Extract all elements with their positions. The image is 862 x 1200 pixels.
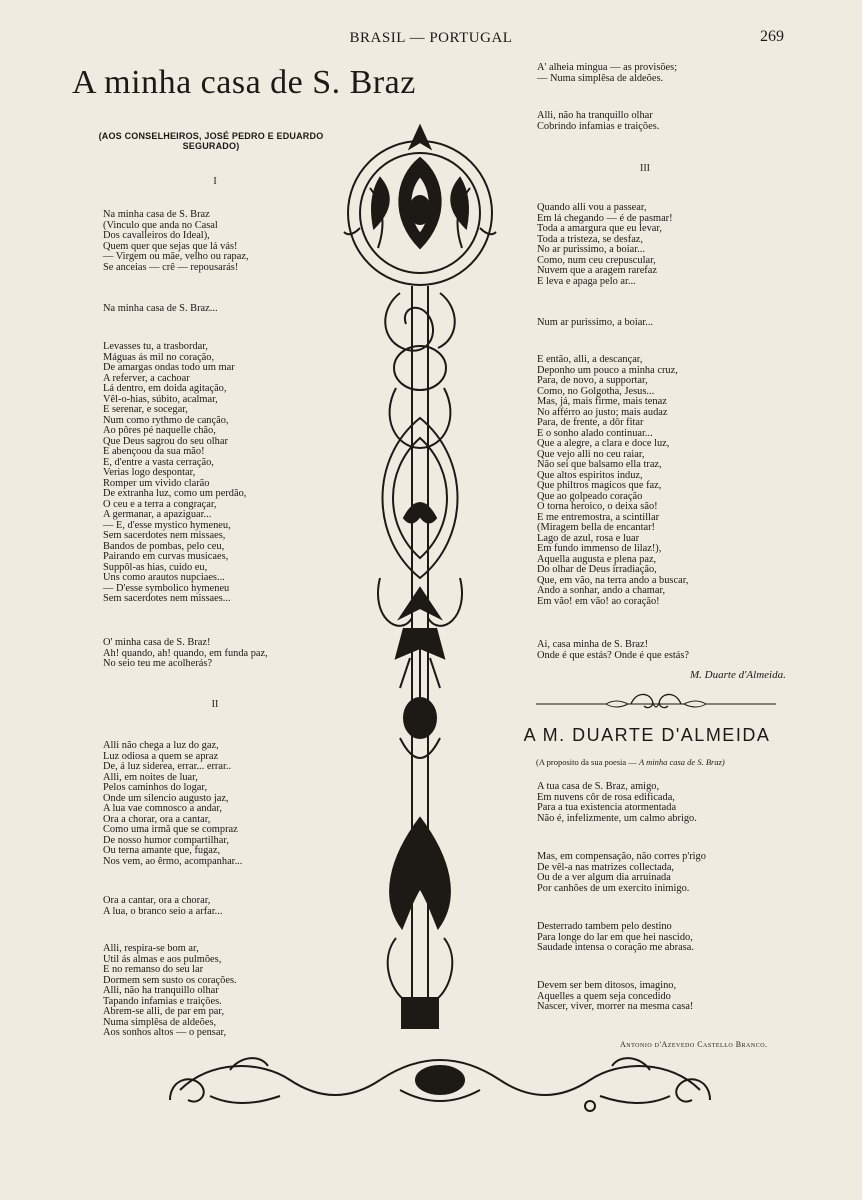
poem-title: A minha casa de S. Braz — [72, 64, 416, 101]
stanza-3: O' minha casa de S. Braz! Ah! quando, ah! quando, em funda paz, No seio teu me acolherás? — [103, 637, 268, 669]
sonnet-stanza-1: A tua casa de S. Braz, amigo, Em nuvens côr de rosa edificada, Para a tua existencia atormentada Não é, infelizmente, um calmo abrigo. — [537, 781, 697, 824]
sonnet-stanza-3: Desterrado tambem pelo destino Para longe do lar em que hei nascido, Saudade intensa o coração me abrasa. — [537, 921, 694, 953]
section-number-1: I — [213, 176, 217, 187]
bottom-scroll-ornament — [150, 1040, 730, 1120]
section-number-3: III — [640, 163, 650, 174]
ornamental-staff-illustration — [340, 118, 500, 1038]
second-poem-subtitle: (A proposito da sua poesia — A minha casa de S. Braz) — [536, 757, 725, 767]
stanza-10: E então, alli, a descançar, Deponho um pouco a minha cruz, Para, de novo, a supportar, Como, no Golgotha, Jesus... Mas, já, mais firme, mais tenaz No afférro ao justo; mais audaz Para, de frente, a dôr fitar E o sonho alado continuar... Que a alegre, a clara e doce luz, Que vejo alli no ceu raiar, Não sei que balsamo ella traz, Que altos espiritos induz, Que philtros magicos que faz, Que ao golpeado coração O torna heroico, o deixa são! E me entremostra, a scintillar (Miragem bella de encantar! Lago de azul, rosa e luar Em fundo immenso de lilaz!), Aquella augusta e plena paz, Do olhar de Deus irradiação, Que, em vão, na terra ando a buscar, Ando a sonhar, ando a chamar, Em vão! em vão! ao coração! — [537, 354, 689, 607]
poem-dedication: (AOS CONSELHEIROS, JOSÉ PEDRO E EDUARDO SEGURADO) — [98, 131, 324, 151]
sonnet-stanza-2: Mas, em compensação, não corres p'rigo De vêl-a nas matrizes collectada, Ou de a ver algum dia arruinada Por canhões de um exercito inimigo. — [537, 851, 706, 894]
stanza-9: Quando alli vou a passear, Em lá chegando — é de pasmar! Toda a amargura que eu levar, Toda a tristeza, se desfaz, No ar purissimo, a boiar... Como, num ceu crepuscular, Nuvem que a aragem rarefaz E leva e apaga pelo ar... — [537, 202, 673, 287]
stanza-8: Alli, não ha tranquillo olhar Cobrindo infamias e traições. — [537, 110, 660, 132]
refrain-1: Na minha casa de S. Braz... — [103, 303, 218, 314]
stanza-7: A' alheia mingua — as provisões; — Numa simplêsa de aldeões. — [537, 62, 678, 84]
stanza-4: Alli não chega a luz do gaz, Luz odiosa a quem se apraz De, á luz siderea, errar... errar.. Alli, em noites de luar, Pelos caminhos do logar, Onde um silencio augusto jaz, A lua vae comnosco a andar, Ora a chorar, ora a cantar, Como uma irmã que se compraz De nosso humor compartilhar, Ou terna amante que, fugaz, Nos vem, ao êrmo, acompanhar... — [103, 740, 243, 867]
running-head: BRASIL — PORTUGAL — [349, 30, 513, 46]
page-number: 269 — [760, 28, 784, 45]
stanza-1: Na minha casa de S. Braz (Vinculo que anda no Casal Dos cavalleiros do Ideal), Quem quer que sejas que lá vás! — Virgem ou mãe, velho ou rapaz, Se anceias — crê — repousarás! — [103, 209, 249, 273]
stanza-6: Alli, respira-se bom ar, Util ás almas e aos pulmões, E no remanso do seu lar Dormem sem susto os corações. Alli, não ha tranquillo olhar Tapando infamias e traições. Abrem-se alli, de par em par, Numa simplêsa de aldeões, Aos sonhos altos — o pensar, — [103, 943, 237, 1038]
stanza-11: Ai, casa minha de S. Braz! Onde é que estás? Onde é que estás? — [537, 639, 690, 661]
author-signature: M. Duarte d'Almeida. — [690, 669, 786, 681]
stanza-5: Ora a cantar, ora a chorar, A lua, o branco seio a arfar... — [103, 895, 223, 917]
stanza-2: Levasses tu, a trasbordar, Máguas ás mil no coração, De amargas ondas todo um mar A referver, a cachoar Lá dentro, em doida agitação, Vêl-o-hias, súbito, acalmar, E serenar, e socegar, Num como rythmo de canção, Ao pôres pé naquelle chão, Que Deus sagrou do seu olhar E abençoou da sua mão! E, d'entre a vasta cerração, Verias logo despontar, Romper um vivido clarão De extranha luz, como um perdão, O ceu e a terra a congraçar, A germanar, a apaziguar... — E, d'esse mystico hymeneu, Sem sacerdotes nem missaes, Bandos de pombas, pelo ceu, Pairando em curvas musicaes, Suppôl-as hias, cuido eu, Uns como arautos nupciaes... — D'esse symbolico hymeneu Sem sacerdotes nem missaes... — [103, 341, 247, 604]
sonnet-stanza-4: Devem ser bem ditosos, imagino, Aquelles a quem seja concedido Nascer, viver, morrer na mesma casa! — [537, 980, 694, 1012]
refrain-2: Num ar purissimo, a boiar... — [537, 317, 654, 328]
second-poem-title: A M. DUARTE D'ALMEIDA — [523, 725, 771, 745]
section-number-2: II — [211, 699, 219, 710]
second-poem-author: Antonio d'Azevedo Castello Branco. — [620, 1040, 768, 1049]
ornament-divider — [536, 690, 776, 718]
